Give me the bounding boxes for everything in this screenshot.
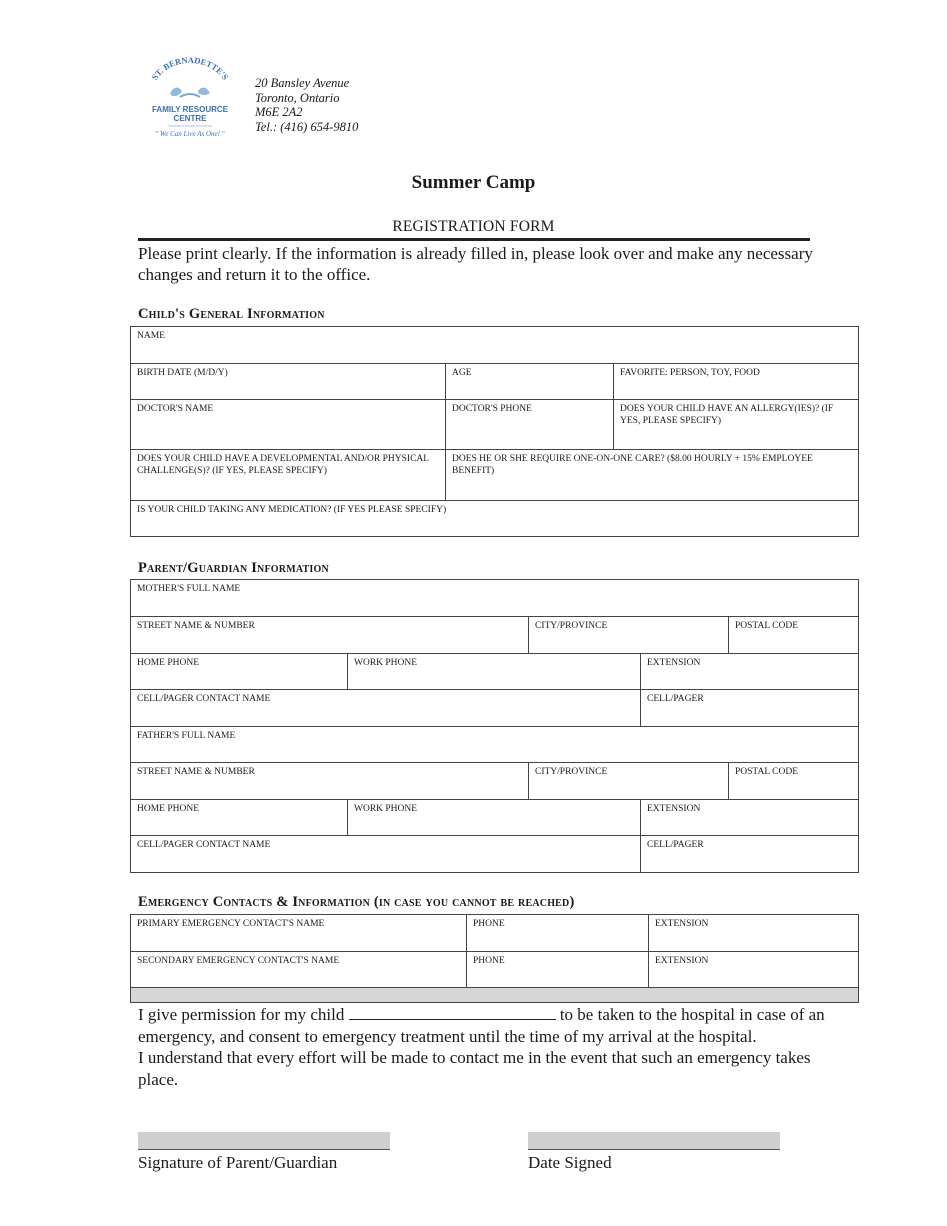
mother-cell-contact-field[interactable]: CELL/PAGER CONTACT NAME [131,690,641,727]
parent-info-heading: Parent/Guardian Information [138,560,329,576]
consent-paragraph-1 [138,1004,828,1047]
mother-cell-pager-field[interactable]: CELL/PAGER [641,690,859,727]
consent-p1-end: to be taken to the hospital in case of an emergency, and consent to emergency treatment until the time of my arrival at the hospital. [138,1005,825,1046]
organization-logo [140,55,240,145]
consent-paragraph-2: I understand that every effort will be made to contact me in the event that such an emergency takes place. [138,1048,811,1089]
mother-name-field[interactable]: MOTHER'S FULL NAME [131,580,859,617]
child-info-table [130,326,859,537]
emergency-footer-bar [131,988,859,1003]
father-cell-contact-field[interactable]: CELL/PAGER CONTACT NAME [131,836,641,873]
parent-signature-label: Signature of Parent/Guardian [138,1153,338,1172]
father-name-field[interactable]: FATHER'S FULL NAME [131,727,859,763]
secondary-extension-field[interactable]: EXTENSION [649,952,859,988]
father-street-field[interactable]: STREET NAME & NUMBER [131,763,529,800]
primary-phone-field[interactable]: PHONE [467,915,649,952]
address-block [255,76,358,134]
doctor-name-field[interactable]: DOCTOR'S NAME [131,400,446,450]
parent-signature-line[interactable] [138,1132,390,1150]
birth-date-field[interactable]: BIRTH DATE (M/D/Y) [131,364,446,400]
child-info-heading: Child's General Information [138,306,325,322]
subtitle-rule [138,238,810,241]
svg-text:" We Can Live As One! ": " We Can Live As One! " [155,130,225,138]
emergency-heading: Emergency Contacts & Information (in case you cannot be reached) [138,894,575,910]
address-street: 20 Bansley Avenue [255,76,350,90]
doctor-phone-field[interactable]: DOCTOR'S PHONE [446,400,614,450]
date-signed-line[interactable] [528,1132,780,1150]
consent-p1-start: I give permission for my child [138,1005,345,1024]
svg-text:ST. BERNADETTE'S: ST. BERNADETTE'S [149,55,231,82]
mother-postal-field[interactable]: POSTAL CODE [729,617,859,654]
mother-home-phone-field[interactable]: HOME PHONE [131,654,348,690]
emergency-table [130,914,859,1003]
mother-city-field[interactable]: CITY/PROVINCE [529,617,729,654]
medication-field[interactable]: IS YOUR CHILD TAKING ANY MEDICATION? (IF YES PLEASE SPECIFY) [131,501,859,537]
consent-text [138,1004,828,1090]
svg-text:FAMILY RESOURCE: FAMILY RESOURCE [151,105,229,114]
allergy-field[interactable]: DOES YOUR CHILD HAVE AN ALLERGY(IES)? (IF YES, PLEASE SPECIFY) [614,400,859,450]
primary-contact-field[interactable]: PRIMARY EMERGENCY CONTACT'S NAME [131,915,467,952]
date-signed-label: Date Signed [528,1153,612,1172]
address-city: Toronto, Ontario [255,90,340,105]
mother-street-field[interactable]: STREET NAME & NUMBER [131,617,529,654]
father-work-phone-field[interactable]: WORK PHONE [348,800,641,836]
age-field[interactable]: AGE [446,364,614,400]
father-postal-field[interactable]: POSTAL CODE [729,763,859,800]
mother-extension-field[interactable]: EXTENSION [641,654,859,690]
svg-text:CENTRE: CENTRE [173,114,207,123]
favorite-field[interactable]: FAVORITE: PERSON, TOY, FOOD [614,364,859,400]
address-postal: M6E 2A2 [255,105,303,119]
parent-info-table [130,579,859,873]
father-extension-field[interactable]: EXTENSION [641,800,859,836]
mother-work-phone-field[interactable]: WORK PHONE [348,654,641,690]
intro-text: Please print clearly. If the information is already filled in, please look over and make any necessary changes and return it to the office. [138,244,813,284]
address-tel: Tel.: (416) 654-9810 [255,119,359,134]
secondary-phone-field[interactable]: PHONE [467,952,649,988]
page-title: Summer Camp [411,172,536,193]
father-home-phone-field[interactable]: HOME PHONE [131,800,348,836]
father-city-field[interactable]: CITY/PROVINCE [529,763,729,800]
form-subtitle: REGISTRATION FORM [392,218,555,235]
one-on-one-care-field[interactable]: DOES HE OR SHE REQUIRE ONE-ON-ONE CARE? ($8.00 HOURLY + 15% EMPLOYEE BENEFIT) [446,450,859,501]
father-cell-pager-field[interactable]: CELL/PAGER [641,836,859,873]
child-name-blank[interactable] [349,1005,556,1020]
child-name-field[interactable]: NAME [131,327,859,364]
developmental-field[interactable]: DOES YOUR CHILD HAVE A DEVELOPMENTAL AND/OR PHYSICAL CHALLENGE(S)? (IF YES, PLEASE SPECIFY) [131,450,446,501]
primary-extension-field[interactable]: EXTENSION [649,915,859,952]
secondary-contact-field[interactable]: SECONDARY EMERGENCY CONTACT'S NAME [131,952,467,988]
